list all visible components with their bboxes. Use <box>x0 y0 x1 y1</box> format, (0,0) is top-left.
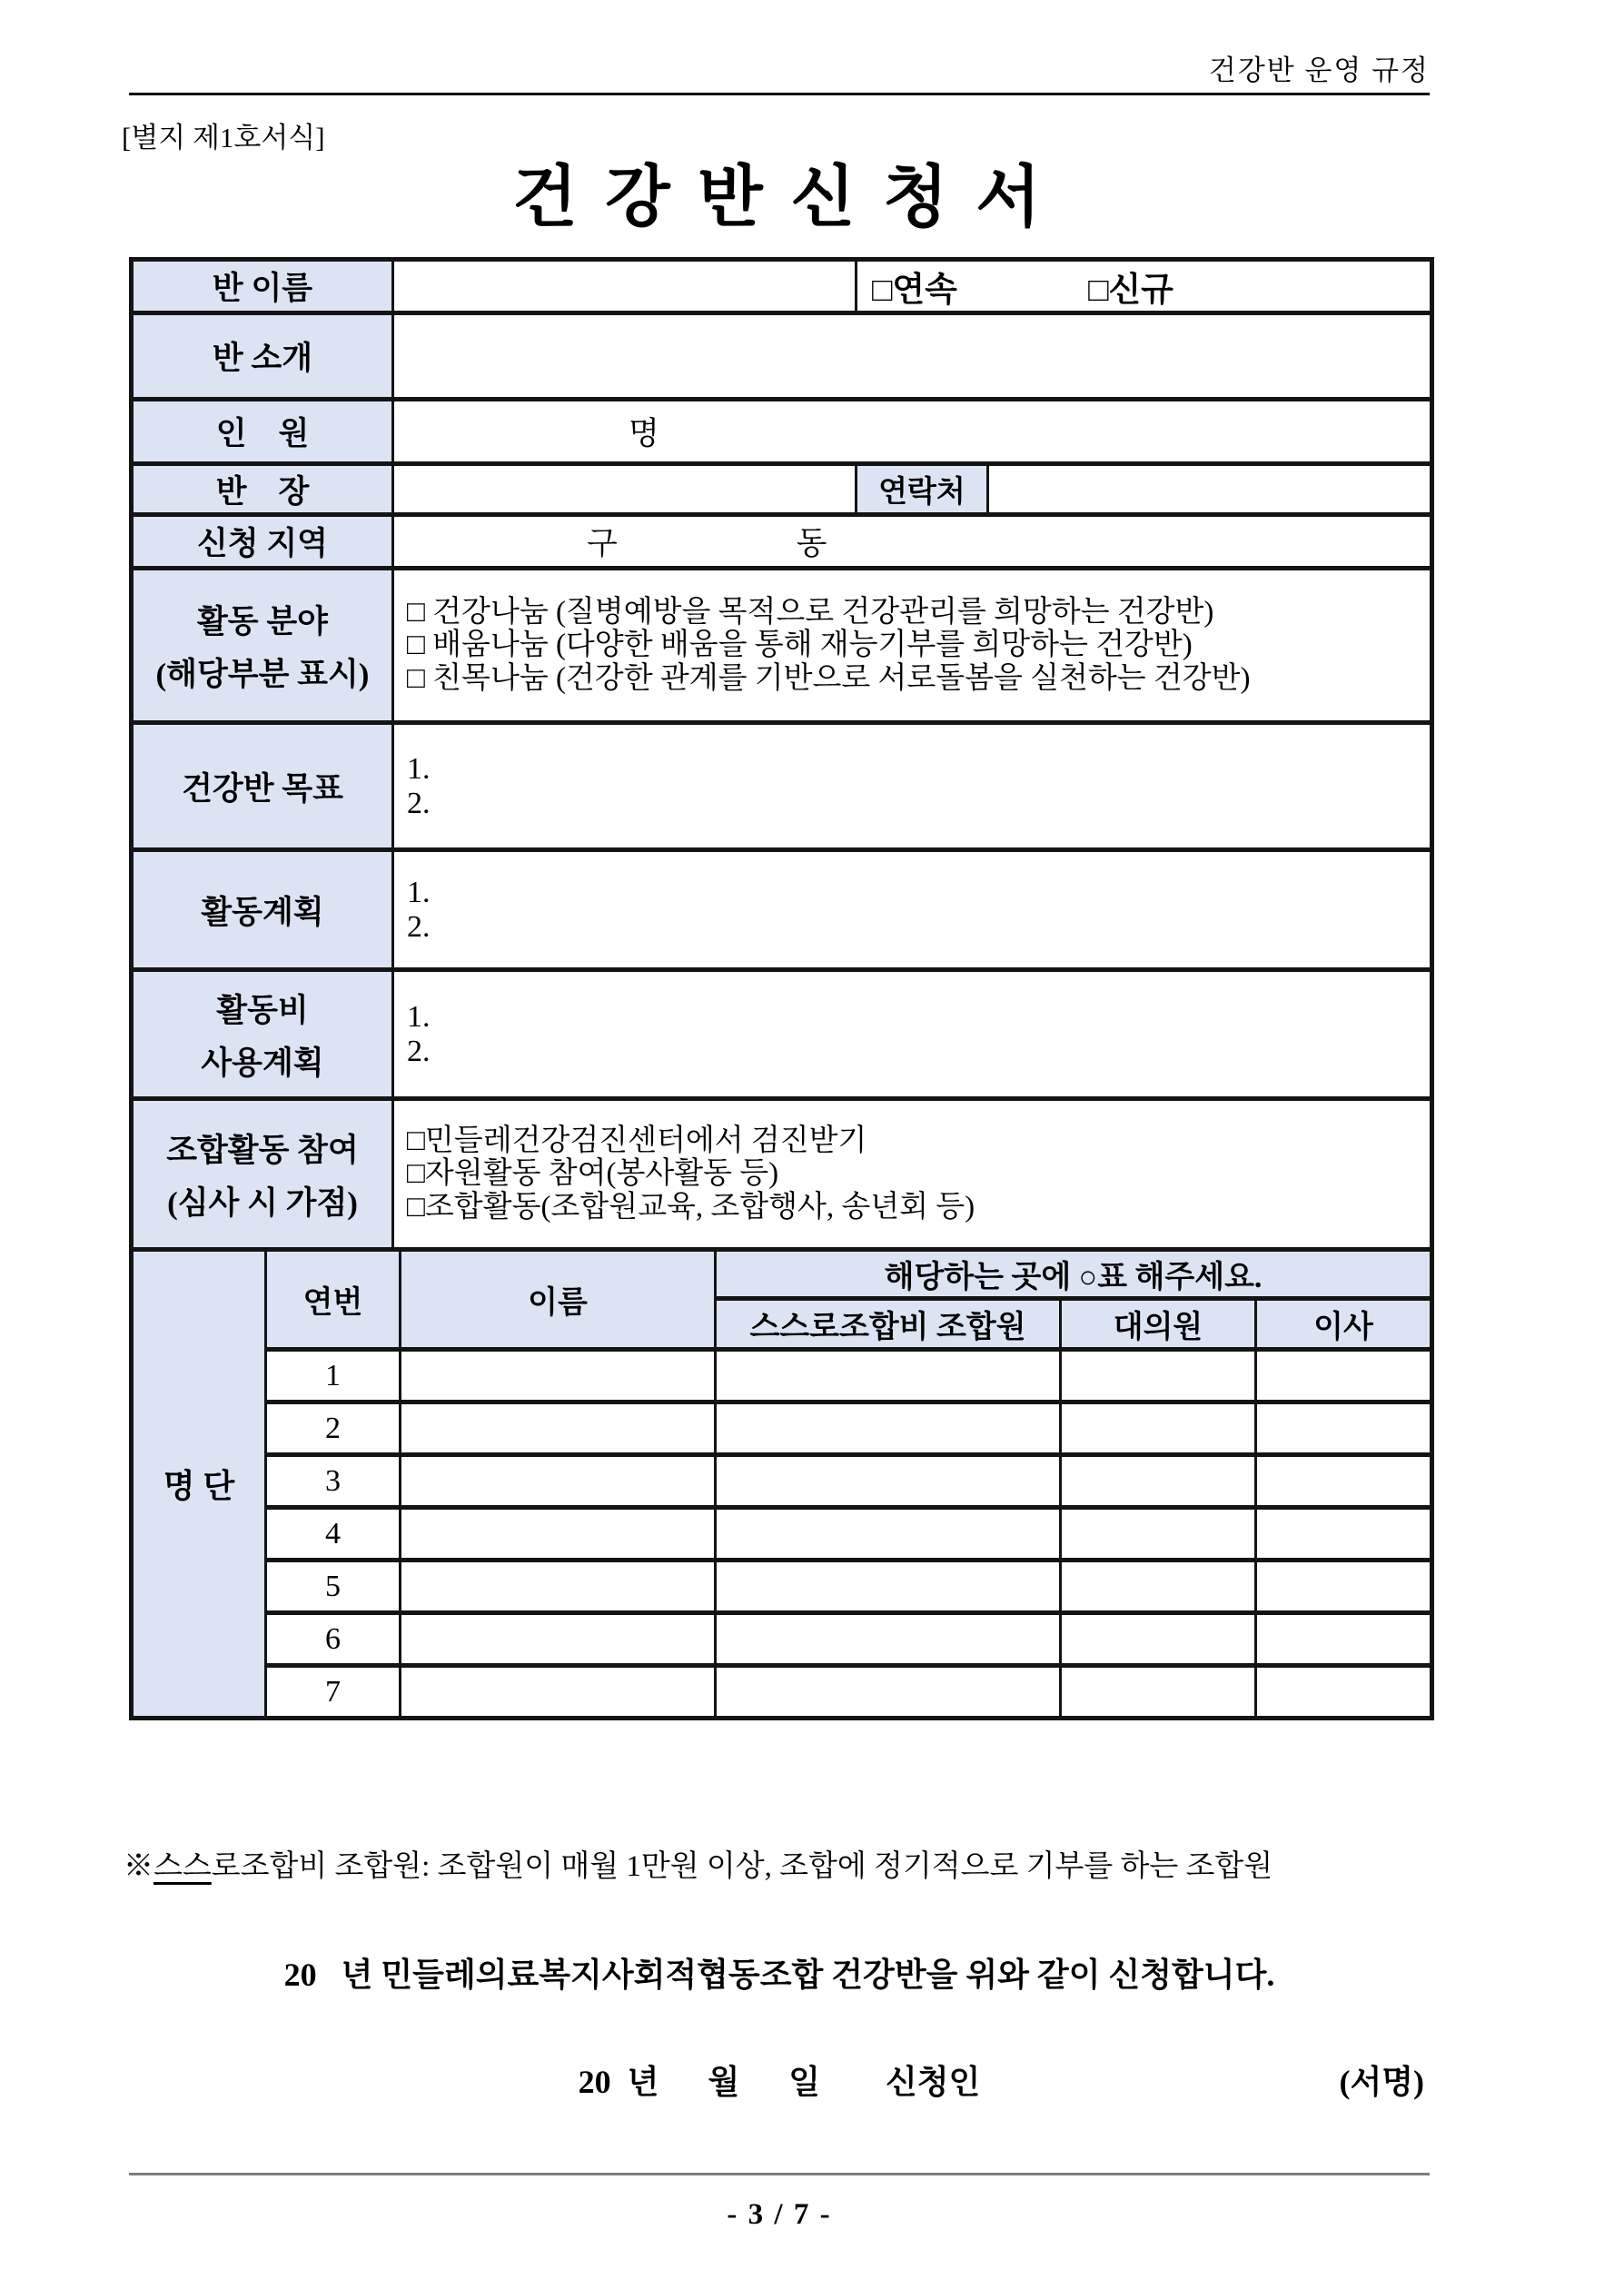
activity-field-label-line2: (해당부분 표시) <box>155 656 370 692</box>
page-number: - 3 / 7 - <box>727 2198 832 2231</box>
plan-item-1: 1. <box>407 876 431 910</box>
roster-self-fee-cell[interactable] <box>716 1402 1061 1455</box>
checkbox-option-checkup-center[interactable]: □민들레건강검진센터에서 검진받기 <box>407 1125 867 1158</box>
footnote-underlined-term: 스스 <box>153 1850 212 1883</box>
footer-divider-rule <box>129 2173 1430 2175</box>
application-form-table <box>129 257 1434 1252</box>
application-form <box>129 257 1430 1720</box>
roster-col-self-fee-header: 스스로조합비 조합원 <box>716 1299 1061 1350</box>
activity-field-options-cell <box>393 569 1432 723</box>
roster-row-number: 1 <box>266 1350 401 1402</box>
budget-item-2: 2. <box>407 1034 431 1068</box>
roster-self-fee-cell[interactable] <box>716 1561 1061 1613</box>
roster-row <box>132 1508 1432 1561</box>
goal-item-1: 1. <box>407 752 431 787</box>
goals-input-cell[interactable] <box>393 723 1432 850</box>
contact-label: 연락처 <box>857 464 988 515</box>
footnote-text: 로조합비 조합원: 조합원이 매월 1만원 이상, 조합에 정기적으로 기부를 하는 조합원 <box>211 1850 1273 1883</box>
activity-field-label <box>132 569 393 723</box>
date-fields: 20 년 월 일 신청인 <box>578 2064 981 2100</box>
roster-delegate-cell[interactable] <box>1061 1402 1256 1455</box>
member-count-label: 인 원 <box>132 400 393 464</box>
roster-mark-header: 해당하는 곳에 ○표 해주세요. <box>716 1250 1432 1299</box>
checkbox-continuous[interactable]: □연속 <box>872 272 957 309</box>
roster-name-cell[interactable] <box>401 1350 716 1402</box>
row-member-count <box>132 400 1432 464</box>
date-signature-line <box>129 2056 1430 2103</box>
roster-row <box>132 1613 1432 1666</box>
budget-label-line1: 활동비 <box>216 992 309 1028</box>
region-input-cell[interactable] <box>393 515 1432 569</box>
roster-director-cell[interactable] <box>1256 1455 1432 1508</box>
roster-row-number: 3 <box>266 1455 401 1508</box>
roster-name-cell[interactable] <box>401 1508 716 1561</box>
roster-delegate-cell[interactable] <box>1061 1666 1256 1719</box>
plans-label: 활동계획 <box>132 850 393 970</box>
roster-row <box>132 1455 1432 1508</box>
signature-label: (서명) <box>1339 2064 1424 2100</box>
roster-row-number: 2 <box>266 1402 401 1455</box>
region-dong-label: 동 <box>796 526 827 561</box>
row-ban-name <box>132 260 1432 313</box>
roster-col-delegate-header: 대의원 <box>1061 1299 1256 1350</box>
row-ban-leader <box>132 464 1432 515</box>
goal-item-2: 2. <box>407 786 431 820</box>
goals-label: 건강반 목표 <box>132 723 393 850</box>
roster-row-number: 5 <box>266 1561 401 1613</box>
roster-delegate-cell[interactable] <box>1061 1508 1256 1561</box>
roster-self-fee-cell[interactable] <box>716 1666 1061 1719</box>
budget-label <box>132 970 393 1099</box>
member-count-input-cell[interactable] <box>393 400 1432 464</box>
row-ban-intro <box>132 313 1432 400</box>
row-activity-field <box>132 569 1432 723</box>
checkbox-option-volunteer[interactable]: □자원활동 참여(봉사활동 등) <box>407 1157 779 1191</box>
roster-self-fee-cell[interactable] <box>716 1613 1061 1666</box>
coop-participation-label-line1: 조합활동 참여 <box>166 1132 359 1168</box>
activity-field-label-line1: 활동 분야 <box>197 603 328 639</box>
roster-director-cell[interactable] <box>1256 1350 1432 1402</box>
roster-self-fee-cell[interactable] <box>716 1508 1061 1561</box>
member-count-unit: 명 <box>629 416 659 451</box>
roster-row <box>132 1666 1432 1719</box>
region-label: 신청 지역 <box>132 515 393 569</box>
roster-table <box>129 1247 1434 1720</box>
roster-delegate-cell[interactable] <box>1061 1613 1256 1666</box>
roster-name-cell[interactable] <box>401 1613 716 1666</box>
ban-intro-label: 반 소개 <box>132 313 393 400</box>
roster-name-cell[interactable] <box>401 1666 716 1719</box>
doc-reference-title: 건강반 운영 규정 <box>1208 54 1430 86</box>
roster-self-fee-cell[interactable] <box>716 1455 1061 1508</box>
roster-name-cell[interactable] <box>401 1455 716 1508</box>
ban-type-cell <box>857 260 1432 313</box>
ban-leader-label: 반 장 <box>132 464 393 515</box>
roster-row <box>132 1350 1432 1402</box>
footnote <box>124 1842 1486 1885</box>
footnote-prefix: ※ <box>124 1850 153 1883</box>
roster-row <box>132 1402 1432 1455</box>
row-plans <box>132 850 1432 970</box>
form-code-label: [별지 제1호서식] <box>122 122 325 154</box>
roster-director-cell[interactable] <box>1256 1613 1432 1666</box>
header-divider-rule <box>129 93 1430 95</box>
roster-delegate-cell[interactable] <box>1061 1455 1256 1508</box>
ban-intro-input-cell[interactable] <box>393 313 1432 400</box>
roster-row-number: 6 <box>266 1613 401 1666</box>
checkbox-option-health-sharing[interactable]: □ 건강나눔 (질병예방을 목적으로 건강관리를 희망하는 건강반) <box>407 596 1214 629</box>
roster-row-number: 4 <box>266 1508 401 1561</box>
roster-label: 명 단 <box>132 1250 266 1719</box>
budget-label-line2: 사용계획 <box>201 1045 324 1081</box>
checkbox-option-friendship-sharing[interactable]: □ 친목나눔 (건강한 관계를 기반으로 서로돌봄을 실천하는 건강반) <box>407 661 1251 695</box>
roster-row-number: 7 <box>266 1666 401 1719</box>
row-budget <box>132 970 1432 1099</box>
coop-participation-options-cell <box>393 1099 1432 1250</box>
roster-name-cell[interactable] <box>401 1402 716 1455</box>
budget-input-cell[interactable] <box>393 970 1432 1099</box>
application-statement: 20 년 민들레의료복지사회적협동조합 건강반을 위와 같이 신청합니다. <box>283 1957 1275 1993</box>
checkbox-new[interactable]: □신규 <box>1088 272 1173 309</box>
page-title: 건 강 반 신 청 서 <box>512 161 1046 235</box>
budget-item-1: 1. <box>407 1000 431 1035</box>
roster-director-cell[interactable] <box>1256 1561 1432 1613</box>
roster-header-row-1 <box>132 1250 1432 1299</box>
roster-col-name-header: 이름 <box>401 1250 716 1350</box>
plans-input-cell[interactable] <box>393 850 1432 970</box>
roster-name-cell[interactable] <box>401 1561 716 1613</box>
row-goals <box>132 723 1432 850</box>
row-coop-participation <box>132 1099 1432 1250</box>
checkbox-option-coop-activity[interactable]: □조합활동(조합원교육, 조합행사, 송년회 등) <box>407 1190 975 1224</box>
coop-participation-label-line2: (심사 시 가점) <box>167 1184 358 1221</box>
row-region <box>132 515 1432 569</box>
contact-input-cell[interactable] <box>988 464 1432 515</box>
roster-col-director-header: 이사 <box>1256 1299 1432 1350</box>
roster-delegate-cell[interactable] <box>1061 1350 1256 1402</box>
roster-director-cell[interactable] <box>1256 1666 1432 1719</box>
roster-delegate-cell[interactable] <box>1061 1561 1256 1613</box>
roster-self-fee-cell[interactable] <box>716 1350 1061 1402</box>
roster-row <box>132 1561 1432 1613</box>
checkbox-option-learning-sharing[interactable]: □ 배움나눔 (다양한 배움을 통해 재능기부를 희망하는 건강반) <box>407 629 1193 662</box>
roster-col-no-header: 연번 <box>266 1250 401 1350</box>
roster-director-cell[interactable] <box>1256 1402 1432 1455</box>
ban-name-label: 반 이름 <box>132 260 393 313</box>
roster-director-cell[interactable] <box>1256 1508 1432 1561</box>
ban-leader-input-cell[interactable] <box>393 464 857 515</box>
region-gu-label: 구 <box>587 526 618 561</box>
ban-name-input-cell[interactable] <box>393 260 857 313</box>
coop-participation-label <box>132 1099 393 1250</box>
plan-item-2: 2. <box>407 909 431 944</box>
